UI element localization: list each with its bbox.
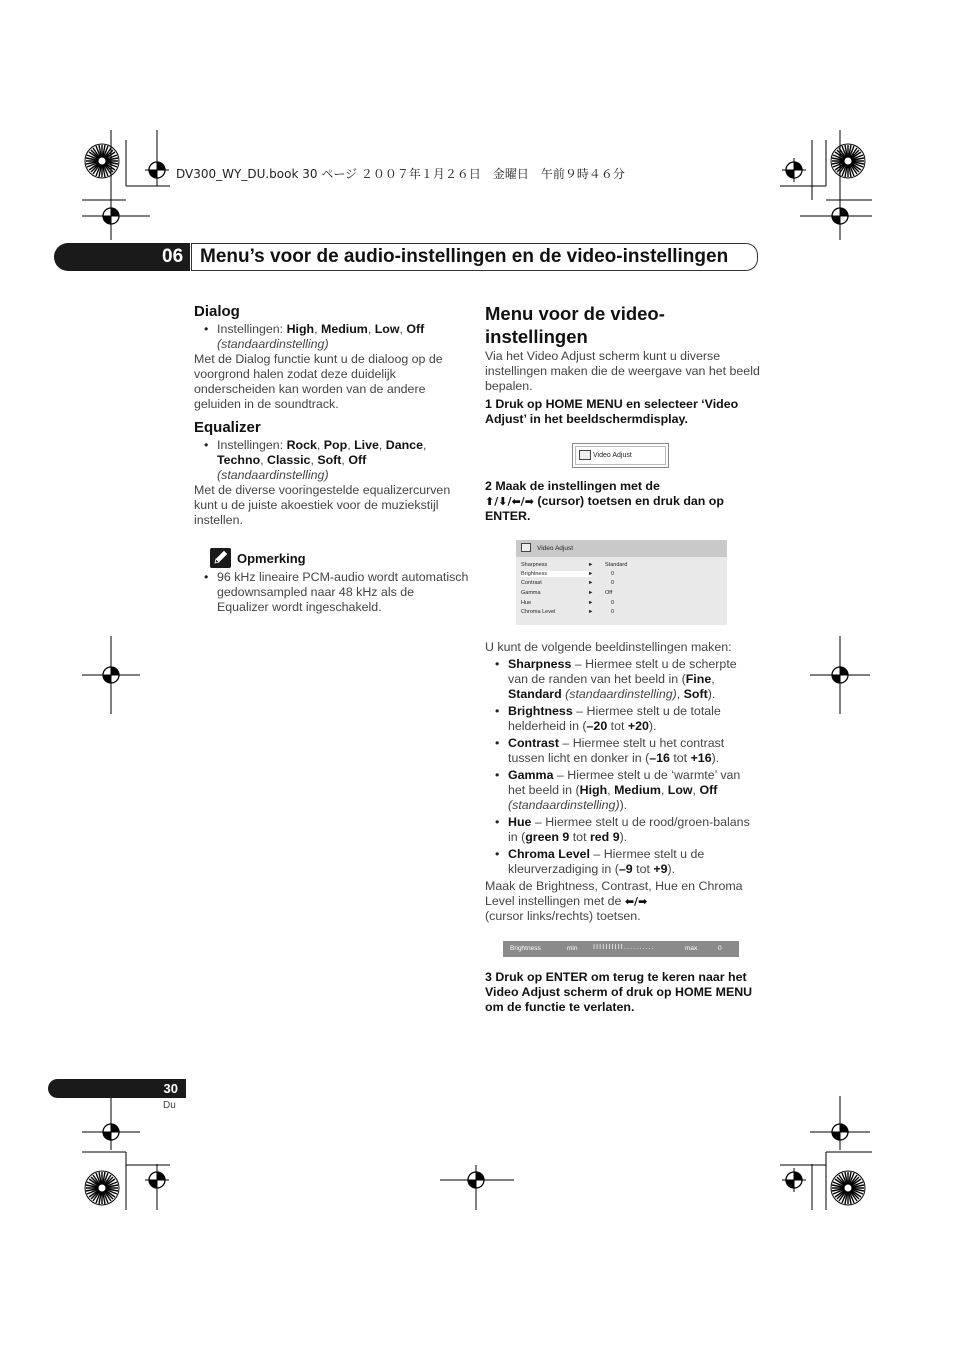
video-setting-row[interactable]: Chroma Level ► 0 xyxy=(521,609,615,615)
page-number: 30 xyxy=(48,1079,186,1098)
list-item-sharpness: • Sharpness – Hiermee stelt u de scherpte van de randen van het beeld in (Fine, Standard (standaardinstelling), Soft). xyxy=(485,657,760,702)
file-header: DV300_WY_DU.book 30 ページ ２００７年１月２６日 金曜日 午前９時４６分 xyxy=(176,167,625,181)
list-item-gamma: • Gamma – Hiermee stelt u de ‘warmte’ van het beeld in (High, Medium, Low, Off (standaardinstelling)). xyxy=(485,768,760,813)
equalizer-description: Met de diverse vooringestelde equalizercurven kunt u de juiste akoestiek voor de muziekstijl instellen. xyxy=(194,483,451,527)
video-adjust-label: Video Adjust xyxy=(593,452,632,459)
dialog-settings: • Instellingen: High, Medium, Low, Off (standaardinstelling) xyxy=(194,322,469,352)
settings-list xyxy=(485,640,760,924)
brightness-slider[interactable] xyxy=(503,941,739,957)
left-column xyxy=(194,303,469,528)
equalizer-settings: • Instellingen: Rock, Pop, Live, Dance, Techno, Classic, Soft, Off (standaardinstelling) xyxy=(194,438,469,483)
video-setting-row[interactable]: Hue ► 0 xyxy=(521,600,615,606)
adjust-text: Maak de Brightness, Contrast, Hue en Chroma Level instellingen met de ⬅/➡ (cursor links/rechts) toetsen. xyxy=(485,879,743,923)
list-intro: U kunt de volgende beeldinstellingen maken: xyxy=(485,640,732,654)
video-adjust-screen-header: Video Adjust xyxy=(516,540,727,557)
video-setting-row[interactable]: Sharpness ► Standard xyxy=(521,562,628,568)
video-adjust-menu-item xyxy=(575,446,666,465)
list-item-brightness: • Brightness – Hiermee stelt u de totale helderheid in (–20 tot +20). xyxy=(485,704,760,734)
chapter-title: Menu’s voor de audio-instellingen en de video-instellingen xyxy=(191,243,758,271)
slider-label: Brightness xyxy=(510,945,541,952)
dialog-description: Met de Dialog functie kunt u de dialoog op de voorgrond halen zodat deze duidelijk onderscheiden kan worden van de andere geluiden in de soundtrack. xyxy=(194,352,443,411)
video-menu-heading: Menu voor de video-instellingen xyxy=(485,303,665,347)
chapter-number: 06 xyxy=(54,243,190,271)
video-setting-row[interactable]: Contrast ► 0 xyxy=(521,580,615,586)
note-heading: Opmerking xyxy=(237,551,306,566)
video-adjust-screen xyxy=(516,540,727,625)
language-code: Du xyxy=(163,1100,176,1111)
list-item-hue: • Hue – Hiermee stelt u de rood/groen-balans in (green 9 tot red 9). xyxy=(485,815,760,845)
video-adjust-screen-small xyxy=(572,443,669,468)
slider-max: max xyxy=(685,945,698,952)
list-item-chroma: • Chroma Level – Hiermee stelt u de kleurverzadiging in (–9 tot +9). xyxy=(485,847,760,877)
video-adjust-icon xyxy=(521,543,531,552)
equalizer-heading: Equalizer xyxy=(194,419,261,436)
note-text: • 96 kHz lineaire PCM-audio wordt automatisch gedownsampled naar 48 kHz als de Equalizer wordt ingeschakeld. xyxy=(194,570,469,615)
step-3: 3 Druk op ENTER om terug te keren naar het Video Adjust scherm of druk op HOME MENU om de functie te verlaten. xyxy=(485,970,753,1014)
left-right-arrows-icon: ⬅/➡ xyxy=(624,895,648,908)
cursor-arrows-icon: ⬆/⬇/⬅/➡ xyxy=(485,495,534,508)
right-column xyxy=(485,302,760,427)
dialog-heading: Dialog xyxy=(194,303,240,320)
video-setting-row[interactable]: Brightness ► 0 xyxy=(521,571,615,577)
slider-value: 0 xyxy=(718,945,722,952)
list-item-contrast: • Contrast – Hiermee stelt u het contrast tussen licht en donker in (–16 tot +16). xyxy=(485,736,760,766)
step-1: 1 Druk op HOME MENU en selecteer ‘Video Adjust’ in het beeldschermdisplay. xyxy=(485,397,739,426)
pencil-icon xyxy=(210,548,231,568)
slider-min: min xyxy=(567,945,578,952)
slider-ticks: I I I I I I I I I I . . . . . . . . . . xyxy=(593,944,654,951)
video-menu-intro: Via het Video Adjust scherm kunt u diverse instellingen maken die de weergave van het beeld bepalen. xyxy=(485,349,760,393)
video-setting-row[interactable]: Gamma ► Off xyxy=(521,590,613,596)
step-2: 2 Maak de instellingen met de ⬆/⬇/⬅/➡ (cursor) toetsen en druk dan op ENTER. xyxy=(485,479,724,523)
video-adjust-icon xyxy=(579,450,591,460)
